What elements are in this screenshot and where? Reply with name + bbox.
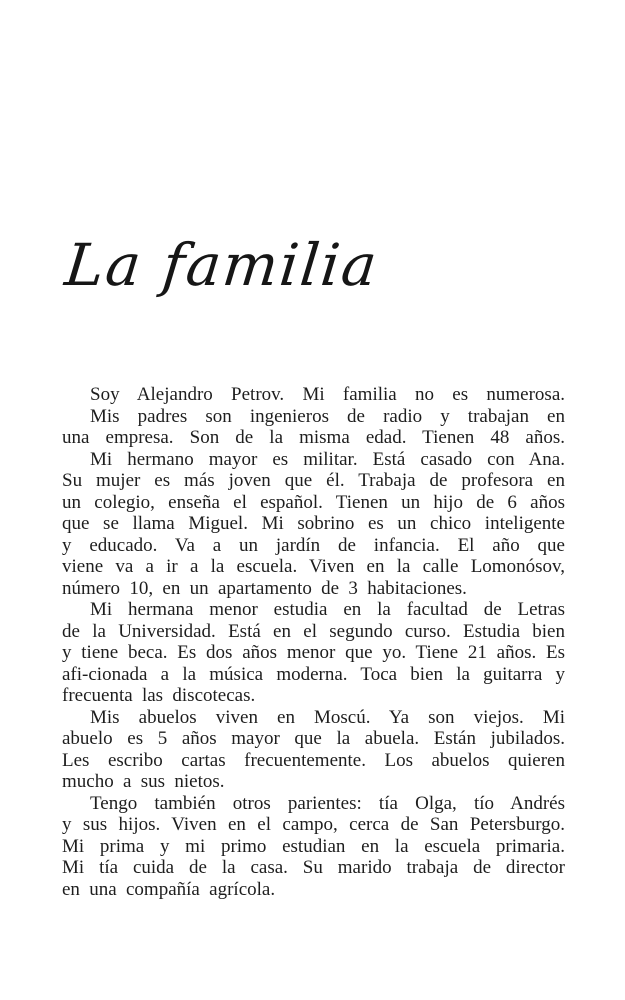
- text-line: que se llama Miguel. Mi sobrino es un chico inteligente: [62, 513, 565, 534]
- text-line: afi-cionada a la música moderna. Toca bien la guitarra y: [62, 663, 565, 685]
- text-line: Les escribo cartas frecuentemente. Los abuelos quieren: [62, 749, 565, 771]
- text-line: Mi hermana menor estudia en la facultad de Letras: [90, 599, 565, 620]
- text-line: en una compañía agrícola.: [62, 878, 276, 900]
- text-line: un colegio, enseña el español. Tienen un hijo de 6 años: [62, 491, 565, 513]
- chapter-title: La familia: [61, 231, 382, 299]
- text-line: Mis padres son ingenieros de radio y trabajan en: [90, 405, 565, 427]
- paragraph: [62, 406, 565, 449]
- paragraph: [62, 599, 565, 707]
- text-line: mucho a sus nietos.: [62, 771, 225, 792]
- paragraph: [62, 449, 565, 600]
- text-line: frecuenta las discotecas.: [62, 685, 256, 706]
- text-line: y educado. Va a un jardín de infancia. El año que: [62, 534, 565, 556]
- paragraph: [62, 793, 565, 901]
- body-text: [62, 384, 565, 900]
- text-line: Soy Alejandro Petrov. Mi familia no es numerosa.: [90, 384, 565, 405]
- text-line: Mi prima y mi primo estudian en la escuela primaria.: [62, 835, 565, 857]
- text-line: Mi hermano mayor es militar. Está casado con Ana.: [90, 448, 565, 470]
- text-line: una empresa. Son de la misma edad. Tienen 48 años.: [62, 427, 565, 448]
- text-line: y tiene beca. Es dos años menor que yo. Tiene 21 años. Es: [62, 642, 565, 663]
- paragraph: [62, 707, 565, 793]
- text-line: Mis abuelos viven en Moscú. Ya son viejos. Mi: [90, 706, 565, 728]
- text-line: abuelo es 5 años mayor que la abuela. Están jubilados.: [62, 728, 565, 749]
- text-line: Mi tía cuida de la casa. Su marido trabaja de director: [62, 857, 565, 878]
- text-line: y sus hijos. Viven en el campo, cerca de San Petersburgo.: [62, 814, 565, 835]
- text-line: viene va a ir a la escuela. Viven en la calle Lomonósov,: [62, 556, 565, 577]
- text-line: de la Universidad. Está en el segundo curso. Estudia bien: [62, 620, 565, 642]
- text-line: número 10, en un apartamento de 3 habitaciones.: [62, 577, 467, 599]
- text-line: Su mujer es más joven que él. Trabaja de profesora en: [62, 470, 565, 491]
- text-line: Tengo también otros parientes: tía Olga, tío Andrés: [90, 792, 565, 814]
- paragraph: [62, 384, 565, 406]
